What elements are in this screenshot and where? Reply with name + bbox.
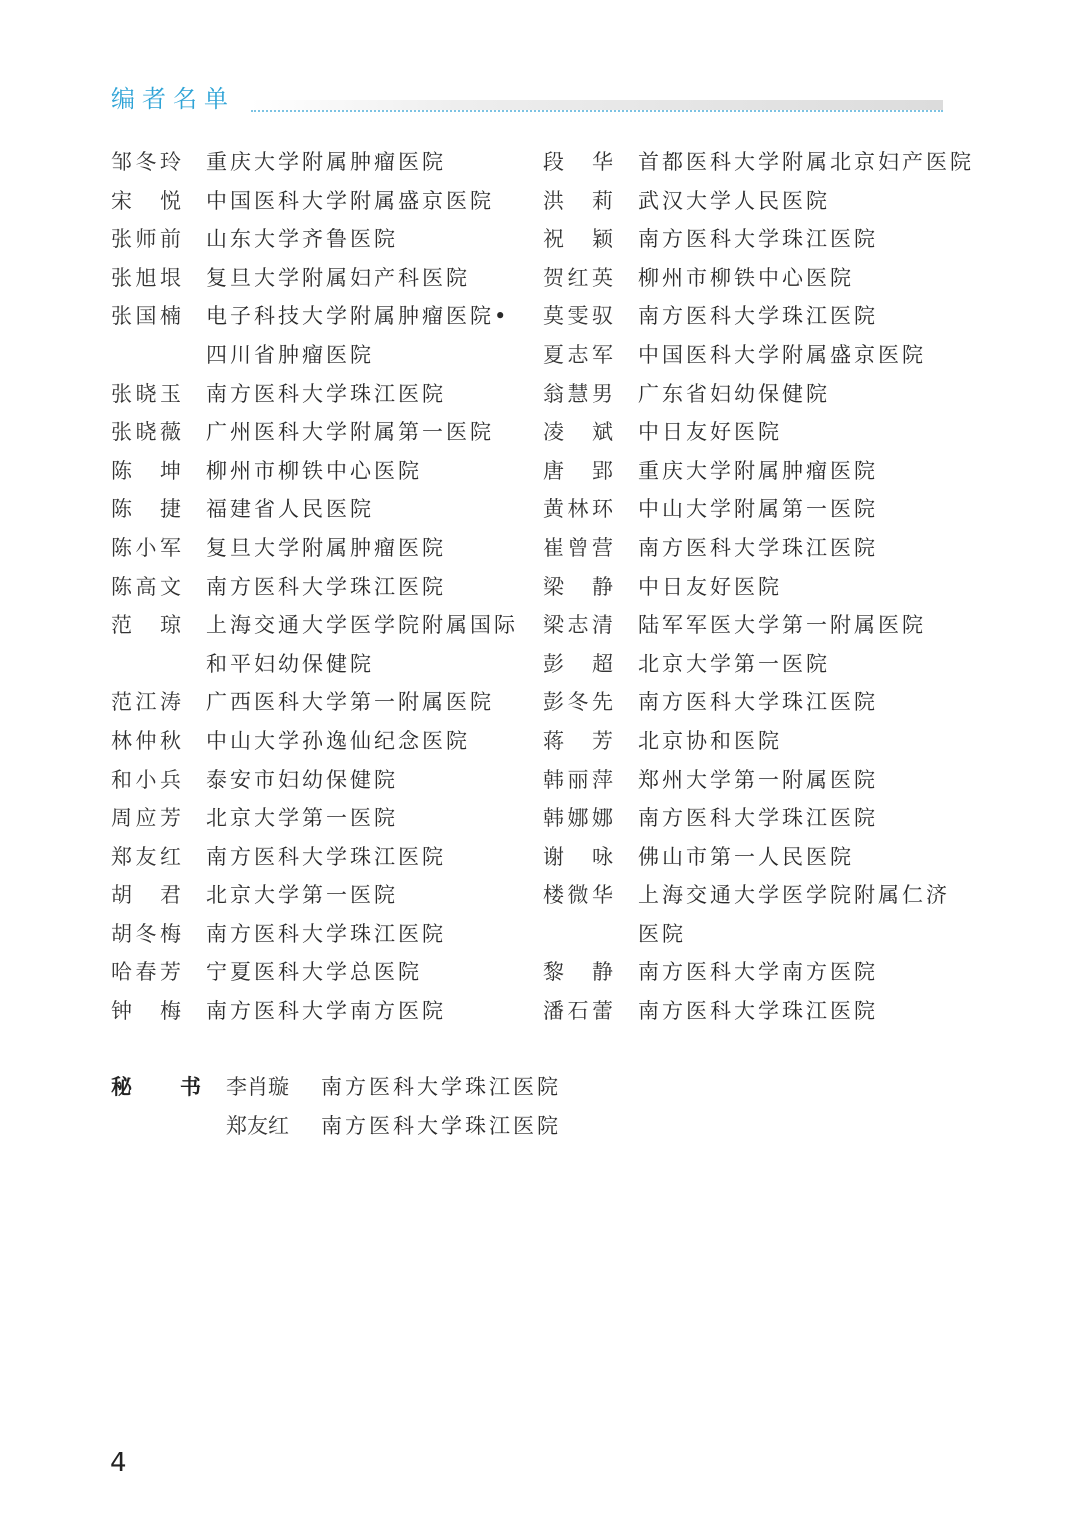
editor-name: 陈 捷 xyxy=(111,497,181,522)
editor-row xyxy=(111,992,531,1031)
editor-row xyxy=(111,761,531,800)
editor-institution: 首都医科大学附属北京妇产医院 xyxy=(638,150,974,174)
editor-institution: 复旦大学附属妇产科医院 xyxy=(206,265,470,290)
editor-row xyxy=(111,683,531,722)
header-gradient-bar xyxy=(251,100,943,110)
editor-institution: 泰安市妇幼保健院 xyxy=(206,767,398,792)
editor-name: 彭冬先 xyxy=(543,690,613,715)
editor-institution: 中山大学孙逸仙纪念医院 xyxy=(206,728,470,753)
editor-name: 陈小军 xyxy=(111,535,181,560)
editor-row xyxy=(111,953,531,992)
editor-name: 唐 郢 xyxy=(543,458,613,483)
editor-row xyxy=(111,876,531,915)
editor-row xyxy=(111,375,531,414)
editor-name: 张晓玉 xyxy=(111,381,181,406)
editor-row xyxy=(543,297,963,336)
editor-name: 周应芳 xyxy=(111,806,181,831)
editor-row xyxy=(543,838,963,877)
editor-institution: 中日友好医院 xyxy=(638,574,782,599)
editor-institution: 佛山市第一人民医院 xyxy=(638,844,854,869)
editor-name: 韩娜娜 xyxy=(543,806,613,831)
editor-institution: 福建省人民医院 xyxy=(206,497,374,522)
editor-row xyxy=(543,992,963,1031)
editor-name: 梁 静 xyxy=(543,574,613,599)
editor-institution: 武汉大学人民医院 xyxy=(638,188,830,213)
editor-institution: 北京大学第一医院 xyxy=(206,806,398,831)
editor-name: 韩丽萍 xyxy=(543,767,613,792)
editor-row xyxy=(111,568,531,607)
editor-row xyxy=(111,259,531,298)
editor-name: 翁慧男 xyxy=(543,381,613,406)
editor-name: 张旭垠 xyxy=(111,265,181,290)
editor-row xyxy=(543,413,963,452)
editor-institution: 北京大学第一医院 xyxy=(638,651,830,676)
editor-row xyxy=(543,336,963,375)
editor-row xyxy=(543,683,963,722)
editor-institution: 南方医科大学珠江医院 xyxy=(206,844,446,869)
editor-institution: 复旦大学附属肿瘤医院 xyxy=(206,535,446,560)
editor-name: 邹冬玲 xyxy=(111,150,181,174)
editor-institution: 中国医科大学附属盛京医院 xyxy=(206,188,494,213)
editor-row xyxy=(543,915,963,954)
editor-row xyxy=(543,876,963,915)
editor-row xyxy=(111,297,531,336)
editor-row xyxy=(111,182,531,221)
editor-name: 胡 君 xyxy=(111,883,181,908)
editor-name: 彭 超 xyxy=(543,651,613,676)
section-title: 编者名单 xyxy=(111,85,235,113)
editor-name: 段 华 xyxy=(543,150,613,174)
editor-institution: 南方医科大学南方医院 xyxy=(206,999,446,1024)
editor-name: 黎 静 xyxy=(543,960,613,985)
secretary-name: 郑友红 xyxy=(226,1113,289,1138)
editor-row xyxy=(543,953,963,992)
editor-institution: 陆军军医大学第一附属医院 xyxy=(638,613,926,638)
editor-row xyxy=(543,761,963,800)
editor-institution: 南方医科大学珠江医院 xyxy=(638,999,878,1024)
editor-institution: 广东省妇幼保健院 xyxy=(638,381,830,406)
editor-row xyxy=(111,452,531,491)
secretary-row xyxy=(111,1068,561,1107)
editor-row xyxy=(543,490,963,529)
editor-institution: 广西医科大学第一附属医院 xyxy=(206,690,494,715)
editor-institution: 山东大学齐鲁医院 xyxy=(206,227,398,252)
editor-row xyxy=(543,645,963,684)
editor-row xyxy=(111,490,531,529)
editor-row xyxy=(111,645,531,684)
editor-institution: 中国医科大学附属盛京医院 xyxy=(638,342,926,367)
editor-name: 黄林环 xyxy=(543,497,613,522)
editor-institution: 中山大学附属第一医院 xyxy=(638,497,878,522)
editor-row xyxy=(111,722,531,761)
editor-name: 哈春芳 xyxy=(111,960,181,985)
editor-institution: 南方医科大学珠江医院 xyxy=(638,304,878,329)
editor-institution: 柳州市柳铁中心医院 xyxy=(638,265,854,290)
editor-name: 陈 坤 xyxy=(111,458,181,483)
editor-name: 梁志清 xyxy=(543,613,613,638)
editor-row xyxy=(543,529,963,568)
editor-row xyxy=(543,799,963,838)
editor-row xyxy=(111,529,531,568)
editor-institution: 医院 xyxy=(638,921,686,946)
editor-institution: 四川省肿瘤医院 xyxy=(206,342,374,367)
editor-row xyxy=(111,220,531,259)
editor-institution: 宁夏医科大学总医院 xyxy=(206,960,422,985)
editor-institution: 南方医科大学珠江医院 xyxy=(206,921,446,946)
editor-row xyxy=(543,722,963,761)
secretary-institution: 南方医科大学珠江医院 xyxy=(321,1075,561,1099)
editor-institution: 重庆大学附属肿瘤医院 xyxy=(638,458,878,483)
editor-name: 钟 梅 xyxy=(111,999,181,1024)
secretary-section xyxy=(111,1068,561,1145)
editor-row xyxy=(543,220,963,259)
editor-name: 潘石蕾 xyxy=(543,999,613,1024)
editor-name: 祝 颖 xyxy=(543,227,613,252)
editor-institution: 南方医科大学珠江医院 xyxy=(638,690,878,715)
secretary-institution: 南方医科大学珠江医院 xyxy=(321,1113,561,1138)
editor-row xyxy=(543,143,974,182)
secretary-name: 李肖璇 xyxy=(226,1075,289,1099)
editor-row xyxy=(543,606,963,645)
editor-name: 谢 咏 xyxy=(543,844,613,869)
editor-institution: 广州医科大学附属第一医院 xyxy=(206,420,494,445)
page-number: 4 xyxy=(110,1448,127,1478)
editor-row xyxy=(111,143,531,182)
editor-row xyxy=(543,375,963,414)
editor-institution: 南方医科大学珠江医院 xyxy=(206,381,446,406)
editor-institution: 中日友好医院 xyxy=(638,420,782,445)
editor-name: 范 琼 xyxy=(111,613,181,638)
editor-name: 崔曾营 xyxy=(543,535,613,560)
header-dotted-rule xyxy=(251,110,943,112)
editor-list-left-column xyxy=(111,143,531,1031)
editor-row xyxy=(111,413,531,452)
editor-name: 洪 莉 xyxy=(543,188,613,213)
editor-row xyxy=(111,915,531,954)
editor-name: 楼微华 xyxy=(543,883,613,908)
editor-name: 和小兵 xyxy=(111,767,181,792)
editor-institution: 北京协和医院 xyxy=(638,728,782,753)
editor-institution: 南方医科大学珠江医院 xyxy=(638,535,878,560)
editor-institution: 电子科技大学附属肿瘤医院• xyxy=(206,304,510,329)
editor-name: 张师前 xyxy=(111,227,181,252)
editor-row xyxy=(111,336,531,375)
editor-institution: 和平妇幼保健院 xyxy=(206,651,374,676)
editor-institution: 柳州市柳铁中心医院 xyxy=(206,458,422,483)
secretary-label-spacer xyxy=(111,1107,201,1146)
editor-name: 莫雯驭 xyxy=(543,304,613,329)
editor-institution: 南方医科大学珠江医院 xyxy=(206,574,446,599)
editor-institution: 重庆大学附属肿瘤医院 xyxy=(206,150,446,174)
editor-name: 范江涛 xyxy=(111,690,181,715)
secretary-row xyxy=(111,1107,561,1146)
editor-name: 张晓薇 xyxy=(111,420,181,445)
editor-name: 林仲秋 xyxy=(111,728,181,753)
editor-row xyxy=(543,452,963,491)
editor-name: 郑友红 xyxy=(111,844,181,869)
editor-row xyxy=(543,568,963,607)
editor-institution: 上海交通大学医学院附属国际 xyxy=(206,613,518,638)
editor-name: 贺红英 xyxy=(543,265,613,290)
editor-institution: 南方医科大学南方医院 xyxy=(638,960,878,985)
editor-name: 蒋 芳 xyxy=(543,728,613,753)
editor-row xyxy=(111,799,531,838)
editor-name: 张国楠 xyxy=(111,304,181,329)
editor-institution: 北京大学第一医院 xyxy=(206,883,398,908)
editor-name: 凌 斌 xyxy=(543,420,613,445)
editor-name: 宋 悦 xyxy=(111,188,181,213)
editor-row xyxy=(111,606,531,645)
editor-name: 胡冬梅 xyxy=(111,921,181,946)
editor-institution: 南方医科大学珠江医院 xyxy=(638,806,878,831)
editor-institution: 郑州大学第一附属医院 xyxy=(638,767,878,792)
editor-name: 陈高文 xyxy=(111,574,181,599)
secretary-label: 秘 书 xyxy=(111,1075,201,1099)
editor-institution: 上海交通大学医学院附属仁济 xyxy=(638,883,950,908)
editor-row xyxy=(111,838,531,877)
editor-institution: 南方医科大学珠江医院 xyxy=(638,227,878,252)
editor-row xyxy=(543,259,963,298)
section-header xyxy=(111,84,943,114)
editor-name: 夏志军 xyxy=(543,342,613,367)
editor-row xyxy=(543,182,963,221)
editor-list-right-column xyxy=(543,143,974,1031)
